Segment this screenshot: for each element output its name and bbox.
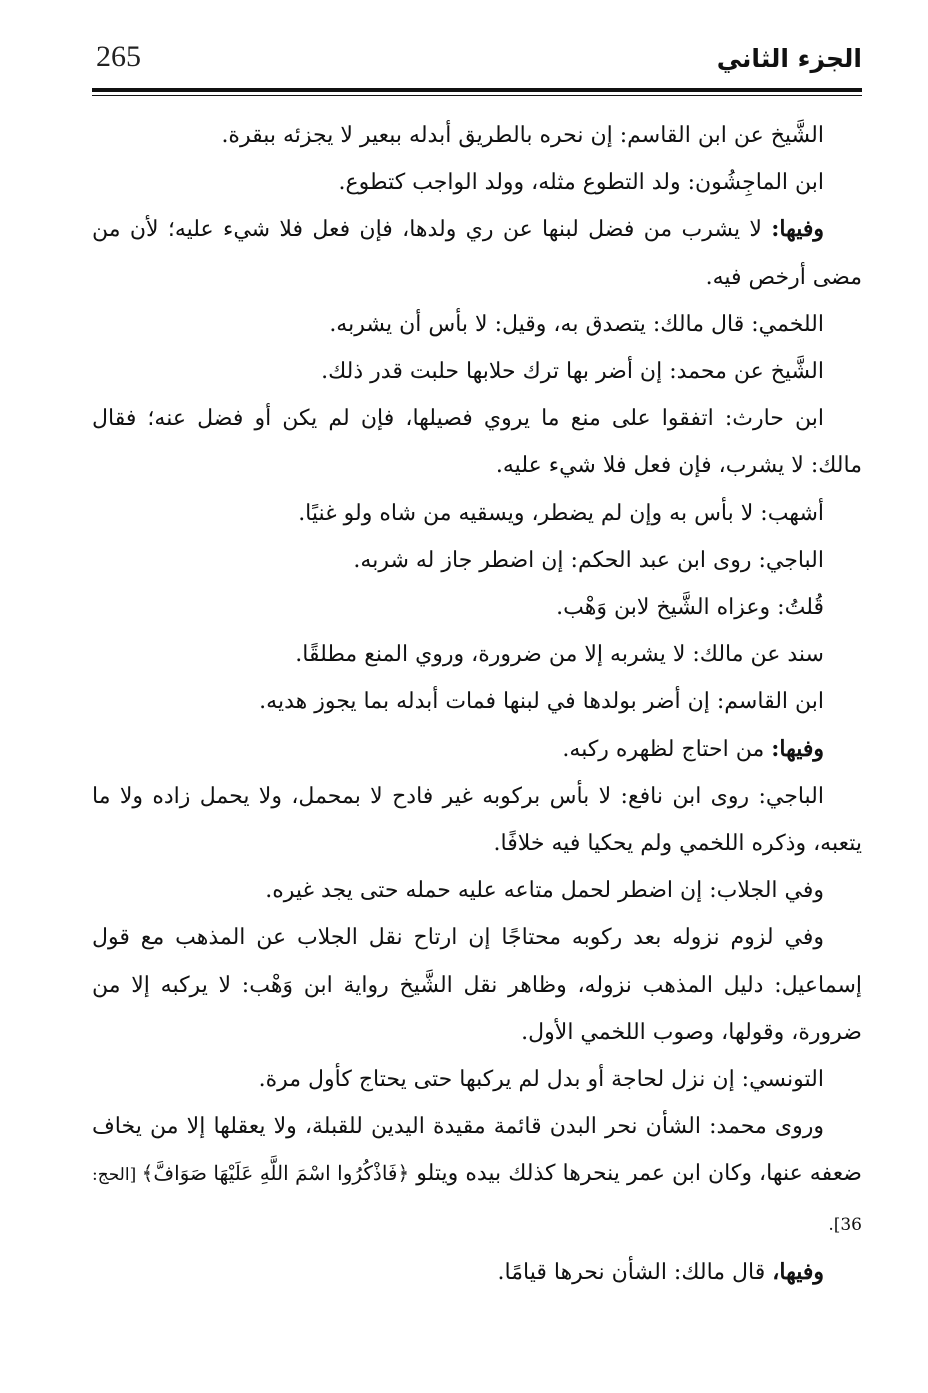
running-title: الجزء الثاني bbox=[716, 44, 862, 73]
paragraph: الباجي: روى ابن عبد الحكم: إن اضطر جاز له شربه. bbox=[353, 547, 824, 573]
lead-word: وفيها: bbox=[771, 216, 824, 243]
header-rule-thin bbox=[92, 95, 862, 96]
header-rule-thick bbox=[92, 88, 862, 92]
paragraph: ابن حارث: اتفقوا على منع ما يروي فصيلها، فإن لم يكن أو فضل عنه؛ فقال مالك: لا يشرب، فإن فعل فلا شيء عليه. bbox=[92, 406, 862, 479]
paragraph: اللخمي: قال مالك: يتصدق به، وقيل: لا بأس أن يشربه. bbox=[329, 311, 824, 337]
paragraph: ابن القاسم: إن أضر بولدها في لبنها فمات أبدله بما يجوز هديه. bbox=[259, 689, 824, 715]
quran-verse: ﴿فَاذْكُرُوا اسْمَ اللَّهِ عَلَيْهَا صَوَافَّ﴾ bbox=[141, 1161, 410, 1186]
paragraph: وفيها: من احتاج لظهره ركبه. bbox=[562, 735, 824, 762]
paragraph: الباجي: روى ابن نافع: لا بأس بركوبه غير فادح لا بمحمل، ولا يحمل زاده ولا ما يتعبه، وذكره اللخمي ولم يحكيا فيه خلافًا. bbox=[92, 783, 862, 857]
paragraph: وفيها، قال مالك: الشأن نحرها قيامًا. bbox=[497, 1258, 824, 1285]
paragraph: وفي الجلاب: إن اضطر لحمل متاعه عليه حمله حتى يجد غيره. bbox=[265, 878, 824, 904]
paragraph: التونسي: إن نزل لحاجة أو بدل لم يركبها حتى يحتاج كأول مرة. bbox=[258, 1067, 824, 1093]
page-number: 265 bbox=[96, 40, 141, 73]
paragraph: وروى محمد: الشأن نحر البدن قائمة مقيدة اليدين للقبلة، ولا يعقلها إلا من يخاف ضعفه عنها، وكان ابن عمر ينحرها كذلك بيده ويتلو ﴿فَاذْكُرُوا اسْمَ اللَّهِ عَلَيْهَا صَوَافَّ﴾ [الحج: 36]. bbox=[92, 1114, 862, 1235]
paragraph: الشَّيخ عن ابن القاسم: إن نحره بالطريق أبدله ببعير لا يجزئه ببقرة. bbox=[221, 123, 824, 148]
paragraph: وفي لزوم نزوله بعد ركوبه محتاجًا إن ارتاح نقل الجلاب عن المذهب مع قول إسماعيل: دليل المذهب نزوله، وظاهر نقل الشَّيخ رواية ابن وَهْب: لا يركبه إلا من ضرورة، وقولها، وصوب اللخمي الأول. bbox=[92, 925, 862, 1045]
body-text bbox=[92, 112, 862, 1296]
lead-word: وفيها: bbox=[771, 735, 824, 762]
lead-word: وفيها، bbox=[772, 1258, 824, 1285]
page-header bbox=[92, 40, 862, 92]
paragraph: أشهب: لا بأس به وإن لم يضطر، ويسقيه من شاه ولو غنيًا. bbox=[298, 500, 824, 526]
paragraph: ابن الماجِشُون: ولد التطوع مثله، وولد الواجب كتطوع. bbox=[338, 170, 824, 196]
verse-reference: [الحج: 36]. bbox=[92, 1165, 862, 1235]
paragraph: وفيها: لا يشرب من فضل لبنها عن ري ولدها، فإن فعل فلا شيء عليه؛ لأن من مضى أرخص فيه. bbox=[92, 216, 862, 290]
paragraph: سند عن مالك: لا يشربه إلا من ضرورة، وروي المنع مطلقًا. bbox=[295, 642, 824, 668]
paragraph: الشَّيخ عن محمد: إن أضر بها ترك حلابها حلبت قدر ذلك. bbox=[321, 359, 824, 385]
paragraph: قُلتُ: وعزاه الشَّيخ لابن وَهْب. bbox=[556, 595, 824, 621]
